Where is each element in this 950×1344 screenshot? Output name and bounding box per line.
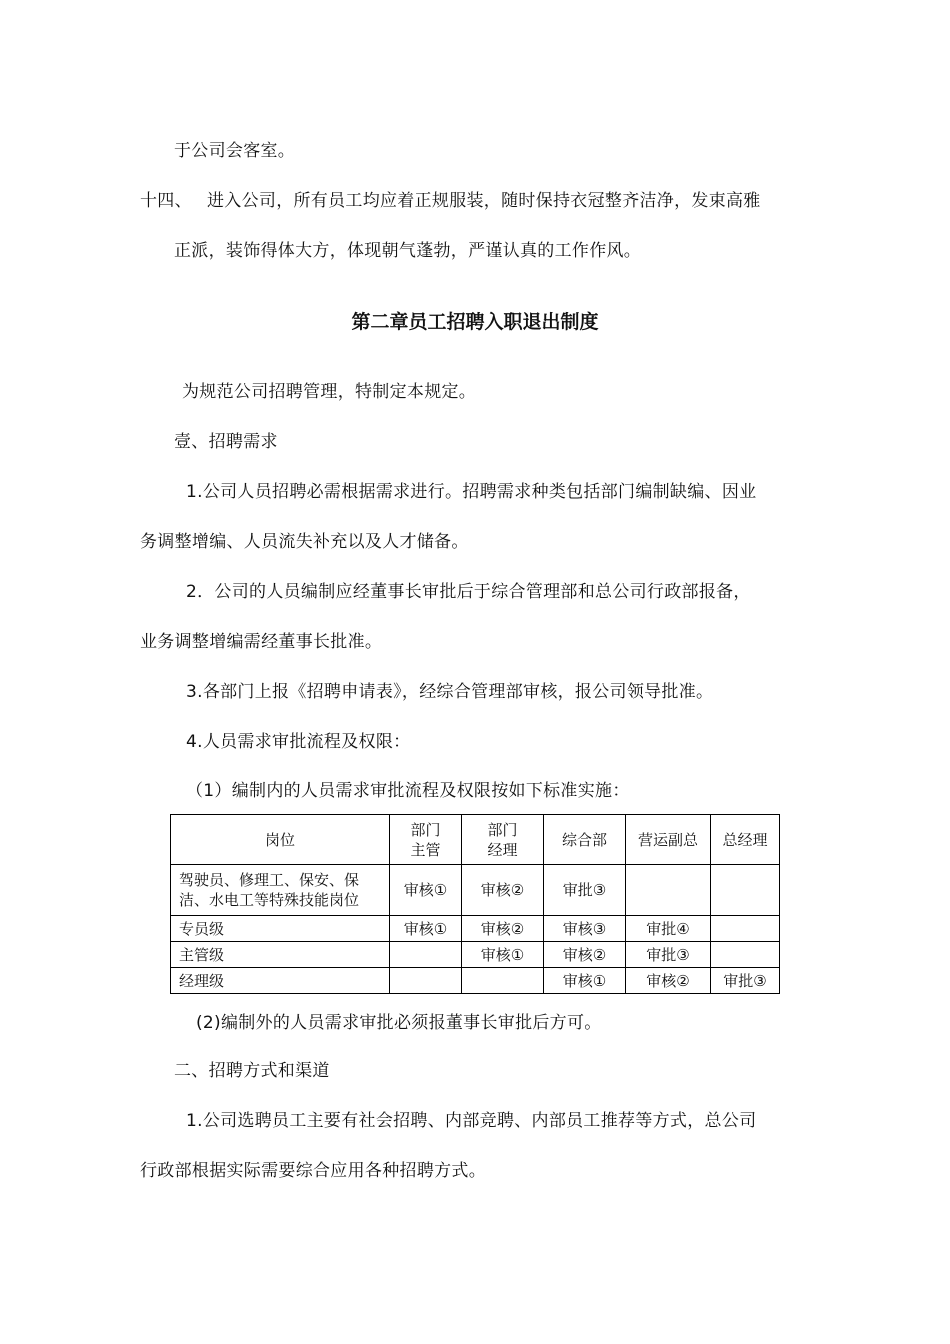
header-vp-operations: 营运副总 [626, 815, 711, 865]
approval-cell: 审核① [390, 865, 462, 916]
position-cell: 经理级 [171, 968, 390, 994]
paragraph-line: 1.公司人员招聘必需根据需求进行。招聘需求种类包括部门编制缺编、因业 [186, 482, 757, 502]
table-row [171, 916, 780, 942]
approval-cell: 审批③ [544, 865, 626, 916]
section-heading: 壹、招聘需求 [174, 432, 278, 452]
approval-cell: 审核② [462, 916, 544, 942]
table-row [171, 942, 780, 968]
text-line: 于公司会客室。 [174, 141, 296, 161]
paragraph-line: 行政部根据实际需要综合应用各种招聘方式。 [140, 1161, 486, 1181]
table-row [171, 968, 780, 994]
approval-cell: 审核③ [544, 916, 626, 942]
position-cell: 驾驶员、修理工、保安、保洁、水电工等特殊技能岗位 [171, 865, 390, 916]
approval-table [170, 814, 780, 994]
chapter-title: 第二章员工招聘入职退出制度 [351, 311, 599, 333]
text-line: 正派，装饰得体大方，体现朝气蓬勃，严谨认真的工作作风。 [174, 241, 642, 261]
header-general-dept: 综合部 [544, 815, 626, 865]
approval-cell [711, 942, 780, 968]
list-number: 十四、 [140, 191, 192, 211]
approval-cell [626, 865, 711, 916]
approval-cell [711, 865, 780, 916]
intro-paragraph: 为规范公司招聘管理，特制定本规定。 [182, 382, 477, 402]
text-line: 进入公司，所有员工均应着正规服装，随时保持衣冠整齐洁净，发束高雅 [207, 191, 761, 211]
approval-cell: 审批③ [626, 942, 711, 968]
header-dept-supervisor: 部门 主管 [390, 815, 462, 865]
approval-cell: 审核① [544, 968, 626, 994]
approval-cell: 审核② [626, 968, 711, 994]
header-general-manager: 总经理 [711, 815, 780, 865]
position-cell: 专员级 [171, 916, 390, 942]
table-row [171, 865, 780, 916]
paragraph-line: 务调整增编、人员流失补充以及人才储备。 [140, 532, 469, 552]
header-position: 岗位 [171, 815, 390, 865]
paragraph-line: (2)编制外的人员需求审批必须报董事长审批后方可。 [196, 1013, 602, 1033]
table-header-row [171, 815, 780, 865]
approval-cell [390, 942, 462, 968]
approval-cell: 审核② [544, 942, 626, 968]
approval-cell: 审批③ [711, 968, 780, 994]
paragraph-line: 业务调整增编需经董事长批准。 [140, 632, 383, 652]
approval-cell: 审核① [462, 942, 544, 968]
approval-cell: 审批④ [626, 916, 711, 942]
paragraph-line: 3.各部门上报《招聘申请表》，经综合管理部审核，报公司领导批准。 [186, 682, 714, 702]
approval-cell [462, 968, 544, 994]
paragraph-line: 1.公司选聘员工主要有社会招聘、内部竞聘、内部员工推荐等方式，总公司 [186, 1111, 757, 1131]
section-heading: 二、招聘方式和渠道 [174, 1061, 330, 1081]
approval-cell: 审核① [390, 916, 462, 942]
header-dept-manager: 部门 经理 [462, 815, 544, 865]
position-cell: 主管级 [171, 942, 390, 968]
paragraph-line: （1）编制内的人员需求审批流程及权限按如下标准实施： [186, 781, 630, 801]
approval-cell: 审核② [462, 865, 544, 916]
approval-cell [711, 916, 780, 942]
paragraph-line: 4.人员需求审批流程及权限： [186, 732, 411, 752]
approval-cell [390, 968, 462, 994]
paragraph-line: 2．公司的人员编制应经董事长审批后于综合管理部和总公司行政部报备， [186, 582, 751, 602]
